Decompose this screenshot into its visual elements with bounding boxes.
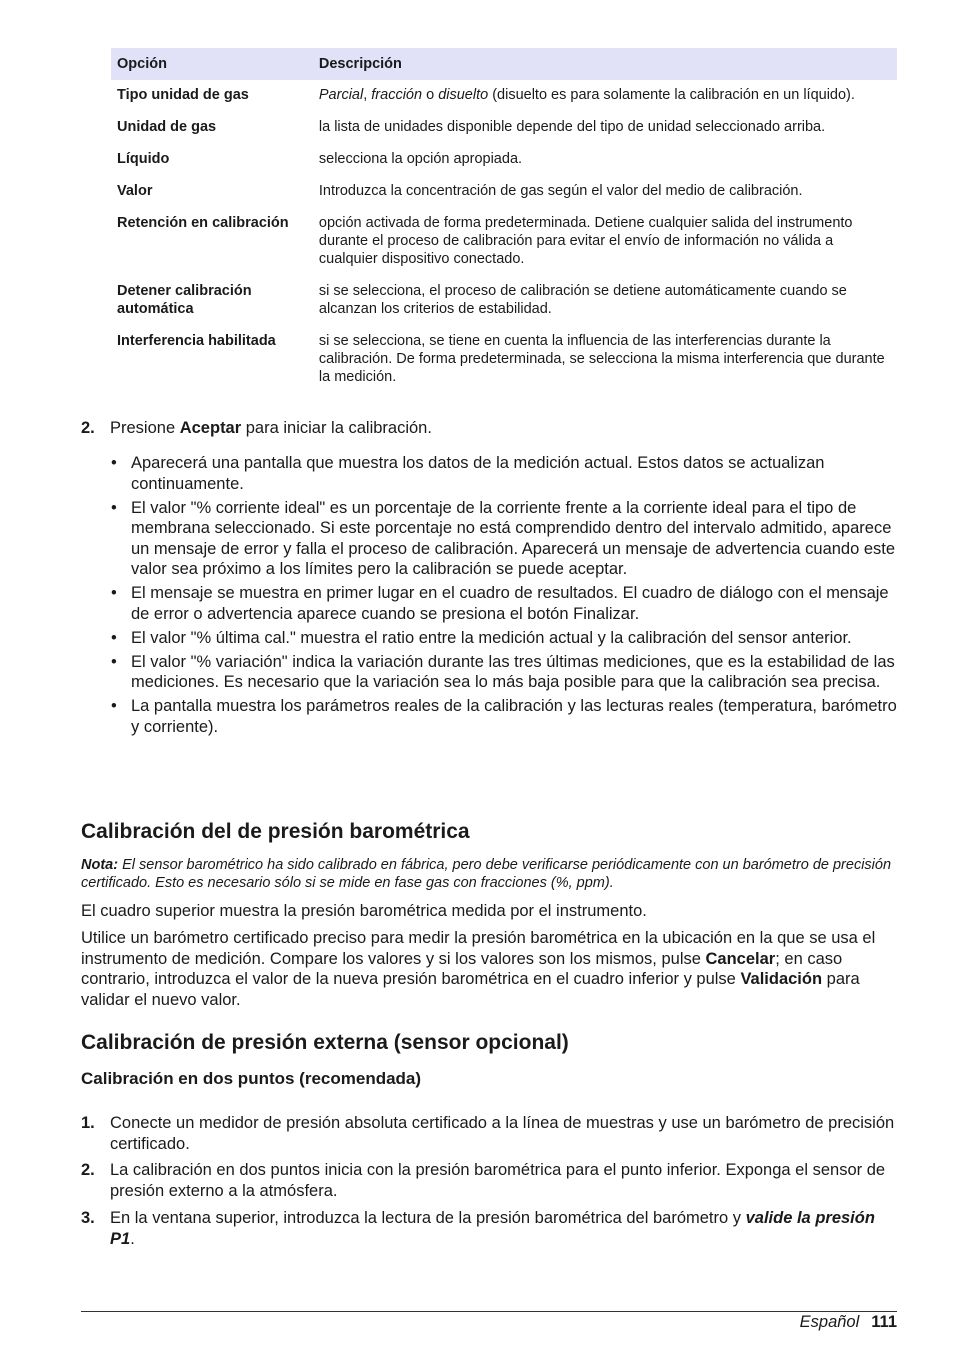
text-run: Utilice un barómetro certificado preciso para medir la presión barométrica en la ubicación en la que se usa el instrumento de medición. Compare los valores y si los valores son los mismos, pulse xyxy=(81,929,876,968)
paragraph: El cuadro superior muestra la presión barométrica medida por el instrumento. xyxy=(81,902,647,920)
table-row xyxy=(111,326,897,394)
text-run: para iniciar la calibración. xyxy=(241,419,432,437)
table-row xyxy=(111,276,897,326)
step-number: 2. xyxy=(81,419,95,437)
calibration-bullet-list xyxy=(110,453,900,741)
table-row xyxy=(111,112,897,144)
italic-term: fracción xyxy=(371,87,423,103)
option-cell: Interferencia habilitada xyxy=(117,333,276,349)
description-cell xyxy=(313,80,897,112)
table-row xyxy=(111,176,897,208)
table-row xyxy=(111,80,897,112)
option-cell: Líquido xyxy=(117,151,170,167)
step-text xyxy=(110,1208,897,1249)
subsection-heading-two-point: Calibración en dos puntos (recomendada) xyxy=(81,1069,422,1088)
option-cell: Unidad de gas xyxy=(117,119,217,135)
paragraph xyxy=(81,928,897,1010)
description-cell: opción activada de forma predeterminada. Detiene cualquier salida del instrumento durante el proceso de calibración para evitar el envío de información no válida a cualquier dispositivo conectado. xyxy=(318,215,853,267)
step-1 xyxy=(81,1113,897,1154)
accept-keyword: Aceptar xyxy=(179,419,242,437)
step-text: Conecte un medidor de presión absoluta certificado a la línea de muestras y use un barómetro de precisión certificado. xyxy=(110,1114,895,1153)
step-3 xyxy=(81,1208,897,1249)
table-header-row xyxy=(111,48,897,80)
list-item: • El mensaje se muestra en primer lugar en el cuadro de resultados. El cuadro de diálogo con el mensaje de error o advertencia aparece cuando se presiona el botón Finalizar. xyxy=(110,583,900,624)
list-item: • La pantalla muestra los parámetros reales de la calibración y las lecturas reales (temperatura, barómetro y corriente). xyxy=(110,696,900,737)
note-text: El sensor barométrico ha sido calibrado en fábrica, pero debe verificarse periódicamente con un barómetro de precisión certificado. Esto es necesario sólo si se mide en fase gas con fracciones (%, ppm). xyxy=(81,857,892,891)
text-run: (disuelto es para solamente la calibración en un líquido). xyxy=(488,87,855,103)
table-row xyxy=(111,208,897,276)
step-2-accept xyxy=(81,418,897,439)
description-cell: si se selecciona, el proceso de calibración se detiene automáticamente cuando se alcanzan los criterios de estabilidad. xyxy=(318,283,847,317)
step-number: 1. xyxy=(81,1114,95,1132)
options-table xyxy=(111,48,897,394)
validate-p1-keyword: valide la presión P1 xyxy=(110,1209,875,1248)
list-item: • El valor "% última cal." muestra el ratio entre la medición actual y la calibración del sensor anterior. xyxy=(110,628,900,649)
description-cell: si se selecciona, se tiene en cuenta la influencia de las interferencias durante la calibración. De forma predeterminada, se selecciona la misma interferencia que durante la medición. xyxy=(318,333,885,385)
list-item: • El valor "% corriente ideal" es un porcentaje de la corriente frente a la corriente ideal para el tipo de membrana seleccionado. Si este porcentaje no está comprendido dentro del intervalo admitido, aparece un mensaje de error y falla el proceso de calibración. Aparecerá un mensaje de advertencia cuando este valor sea próximo a los límites pero la calibración se puede aceptar. xyxy=(110,498,900,580)
column-header-description: Descripción xyxy=(313,48,897,80)
page-number: 111 xyxy=(871,1313,897,1331)
section-heading-barometric: Calibración del de presión barométrica xyxy=(81,820,470,843)
description-cell: Introduzca la concentración de gas según el valor del medio de calibración. xyxy=(318,183,803,199)
option-cell: Valor xyxy=(117,183,153,199)
cancel-keyword: Cancelar xyxy=(705,949,776,968)
step-number: 3. xyxy=(81,1209,95,1227)
note-label: Nota: xyxy=(81,857,119,873)
footer-language: Español xyxy=(799,1313,860,1331)
step-number: 2. xyxy=(81,1161,95,1179)
text-run: para validar el nuevo valor. xyxy=(81,970,860,1009)
list-item: • El valor "% variación" indica la variación durante las tres últimas mediciones, que es la estabilidad de las mediciones. Es necesario que la variación sea lo más baja posible para que la calibración sea precisa. xyxy=(110,652,900,693)
section-heading-external-pressure: Calibración de presión externa (sensor opcional) xyxy=(81,1031,569,1054)
text-run: ; en caso contrario, introduzca el valor de la nueva presión barométrica en el cuadro inferior y pulse xyxy=(81,949,843,988)
table-row xyxy=(111,144,897,176)
text-run: o xyxy=(422,87,439,103)
text-run: . xyxy=(130,1229,135,1248)
list-item: • Aparecerá una pantalla que muestra los datos de la medición actual. Estos datos se actualizan continuamente. xyxy=(110,453,900,494)
option-cell: Detener calibración automática xyxy=(117,283,252,317)
note xyxy=(81,856,897,892)
description-cell: selecciona la opción apropiada. xyxy=(318,151,523,167)
footer-divider xyxy=(81,1311,897,1312)
step-2 xyxy=(81,1160,897,1201)
option-cell: Retención en calibración xyxy=(117,215,289,231)
text-run: , xyxy=(363,87,372,103)
italic-term: disuelto xyxy=(438,87,489,103)
page-footer xyxy=(800,1312,897,1332)
validation-keyword: Validación xyxy=(740,970,823,988)
italic-term: Parcial xyxy=(318,87,364,103)
text-run: Presione xyxy=(110,419,180,437)
description-cell: la lista de unidades disponible depende del tipo de unidad seleccionado arriba. xyxy=(318,119,826,135)
option-cell: Tipo unidad de gas xyxy=(117,87,249,103)
step-text xyxy=(110,418,897,439)
column-header-option: Opción xyxy=(111,48,313,80)
text-run: En la ventana superior, introduzca la lectura de la presión barométrica del barómetro y xyxy=(110,1209,746,1227)
step-text: La calibración en dos puntos inicia con la presión barométrica para el punto inferior. Exponga el sensor de presión externo a la atmósfera. xyxy=(110,1161,886,1200)
